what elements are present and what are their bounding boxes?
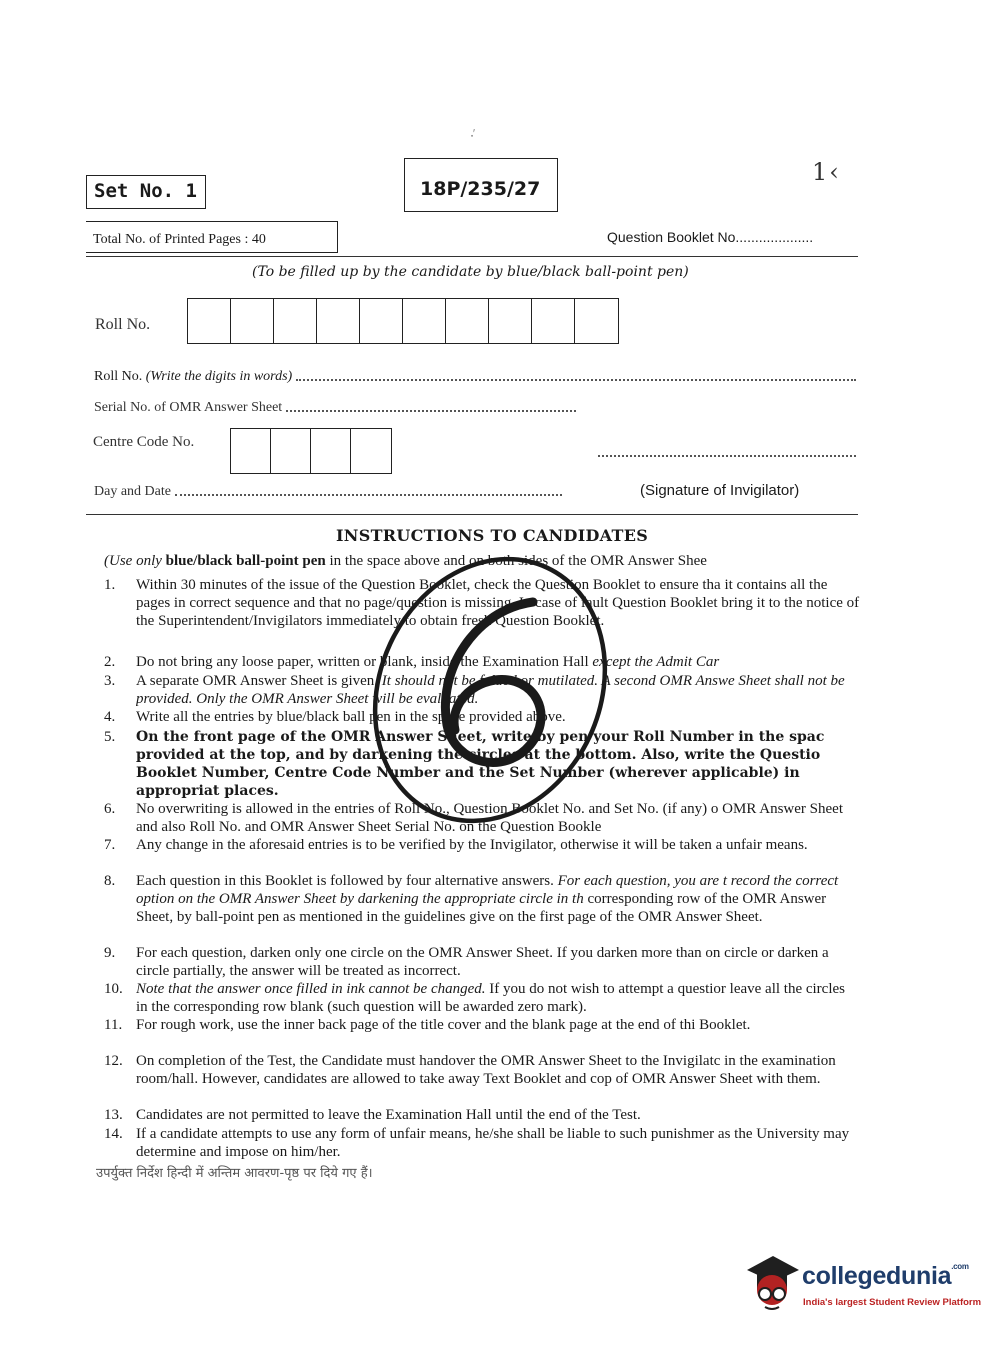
instruction-item	[98, 944, 860, 980]
instruction-number: 5.	[104, 729, 116, 745]
centre-digit-box[interactable]	[231, 429, 271, 473]
instruction-number: 2.	[104, 654, 116, 670]
instruction-number: 12.	[104, 1053, 123, 1069]
instruction-text: No overwriting is allowed in the entries of Roll No., Question Booklet No. and Set No. (if any) o OMR Answer Sheet and also Roll No. and OMR Answer Sheet Serial No. on the Question Bookle	[136, 801, 843, 835]
roll-no-boxes[interactable]	[187, 298, 619, 344]
centre-digit-box[interactable]	[271, 429, 311, 473]
omr-serial-row	[94, 400, 576, 416]
hindi-note: उपर्युक्त निर्देश हिन्दी में अन्तिम आवरण-पृष्ठ पर दिये गए हैं।	[96, 1166, 373, 1181]
instruction-text: Do not bring any loose paper, written or blank, inside the Examination Hall except the Admit Car	[136, 654, 720, 670]
instruction-item	[98, 708, 860, 726]
handwritten-page-number: 1‹	[812, 158, 841, 186]
invigilator-signature-field[interactable]	[598, 455, 856, 457]
omr-serial-label: Serial No. of OMR Answer Sheet	[94, 400, 283, 415]
instruction-text: Each question in this Booklet is followed by four alternative answers. For each question, you are t record the correct option on the OMR Answer Sheet by darkening the appropriate circle in th corresponding row of the OMR Answer Sheet, by ball-point pen as mentioned in the guidelines give on the first page of the OMR Answer Sheet.	[136, 873, 839, 925]
day-date-field[interactable]	[175, 484, 562, 496]
instruction-number: 8.	[104, 873, 116, 889]
instruction-number: 1.	[104, 577, 116, 593]
divider	[86, 514, 858, 515]
day-date-row	[94, 484, 562, 500]
centre-code-boxes[interactable]	[230, 428, 392, 474]
day-date-label: Day and Date	[94, 484, 171, 499]
instruction-number: 13.	[104, 1107, 123, 1123]
instruction-item	[98, 872, 860, 926]
instructions-intro: (Use only blue/black ball-point pen in the space above and on both sides of the OMR Answer Shee	[104, 553, 707, 569]
instruction-item	[98, 576, 860, 630]
instruction-item	[98, 1052, 860, 1088]
instruction-number: 9.	[104, 945, 116, 961]
roll-digit-box[interactable]	[489, 299, 532, 343]
roll-digit-box[interactable]	[231, 299, 274, 343]
roll-words-label: Roll No. (Write the digits in words)	[94, 369, 293, 384]
centre-code-label: Centre Code No.	[93, 434, 195, 450]
instruction-item	[98, 672, 860, 708]
roll-digit-box[interactable]	[532, 299, 575, 343]
instruction-number: 10.	[104, 981, 123, 997]
fill-instruction: (To be filled up by the candidate by blue/black ball-point pen)	[252, 264, 689, 280]
set-number: Set No. 1	[94, 180, 197, 202]
instruction-number: 7.	[104, 837, 116, 853]
divider	[86, 256, 858, 257]
instruction-item	[98, 836, 860, 854]
instruction-number: 3.	[104, 673, 116, 689]
roll-digit-box[interactable]	[446, 299, 489, 343]
instruction-text: For rough work, use the inner back page of the title cover and the blank page at the end of thi Booklet.	[136, 1017, 751, 1033]
roll-no-label: Roll No.	[95, 316, 151, 333]
instruction-text: For each question, darken only one circle on the OMR Answer Sheet. If you darken more than on circle or darken a circle partially, the answer will be treated as incorrect.	[136, 945, 829, 979]
roll-digit-box[interactable]	[575, 299, 618, 343]
instruction-number: 6.	[104, 801, 116, 817]
roll-digit-box[interactable]	[274, 299, 317, 343]
instruction-text: Any change in the aforesaid entries is to be verified by the Invigilator, otherwise it will be taken a unfair means.	[136, 837, 808, 853]
roll-in-words-row	[94, 369, 856, 385]
instruction-text: Candidates are not permitted to leave the Examination Hall until the end of the Test.	[136, 1107, 641, 1123]
omr-serial-field[interactable]	[286, 400, 576, 412]
roll-digit-box[interactable]	[317, 299, 360, 343]
centre-digit-box[interactable]	[311, 429, 351, 473]
instructions-title: INSTRUCTIONS TO CANDIDATES	[336, 526, 649, 545]
instruction-item	[98, 1016, 860, 1034]
instruction-text: A separate OMR Answer Sheet is given. It should not be folded or mutilated. A second OMR Answe Sheet shall not be provided. Only the OMR Answer Sheet will be evaluated.	[136, 673, 845, 707]
brand-logo[interactable]: collegedunia$^{.com}$	[802, 1262, 969, 1290]
instruction-item	[98, 1106, 860, 1124]
instruction-item	[98, 800, 860, 836]
instruction-number: 4.	[104, 709, 116, 725]
signature-label: (Signature of Invigilator)	[640, 482, 800, 499]
instruction-item	[98, 1125, 860, 1161]
roll-digit-box[interactable]	[188, 299, 231, 343]
question-booklet-number: Question Booklet No....................	[607, 229, 814, 245]
instruction-text: Write all the entries by blue/black ball pen in the space provided above.	[136, 709, 566, 725]
roll-words-field[interactable]	[296, 369, 856, 381]
brand-tagline: India's largest Student Review Platform	[803, 1297, 982, 1308]
instruction-text: Note that the answer once filled in ink cannot be changed. If you do not wish to attempt a questior leave all the circles in the corresponding row blank (such question will be awarded zero mark).	[136, 981, 845, 1015]
instruction-item	[98, 728, 860, 800]
instruction-text: On the front page of the OMR Answer Sheet, write by pen your Roll Number in the spac provided at the top, and by darkening the circles at the bottom. Also, write the Questio Booklet Number, Centre Code Number and the Set Number (wherever applicable) in appropriat places.	[136, 729, 825, 799]
instruction-text: If a candidate attempts to use any form of unfair means, he/she shall be liable to such punishmer as the University may determine and impose on him/her.	[136, 1126, 850, 1160]
instruction-item	[98, 653, 860, 671]
total-printed-pages: Total No. of Printed Pages : 40	[93, 232, 266, 247]
instruction-text: Within 30 minutes of the issue of the Question Booklet, check the Question Booklet to ensure tha it contains all the pages in correct sequence and that no page/question is missing. In case of fault Question Booklet bring it to the notice of the Superintendent/Invigilators immediately to obtain fresh Question Booklet.	[136, 577, 860, 629]
centre-digit-box[interactable]	[351, 429, 391, 473]
scan-mark: ·′	[467, 127, 481, 145]
roll-digit-box[interactable]	[360, 299, 403, 343]
instruction-number: 14.	[104, 1126, 123, 1142]
paper-code: 18P/235/27	[420, 178, 541, 200]
instruction-text: On completion of the Test, the Candidate must handover the OMR Answer Sheet to the Invigilatc in the examination room/hall. However, candidates are allowed to take away Text Booklet and cop of OMR Answer Sheet with them.	[136, 1053, 836, 1087]
instruction-item	[98, 980, 860, 1016]
student-mascot-icon	[743, 1252, 801, 1312]
instruction-number: 11.	[104, 1017, 123, 1033]
roll-digit-box[interactable]	[403, 299, 446, 343]
